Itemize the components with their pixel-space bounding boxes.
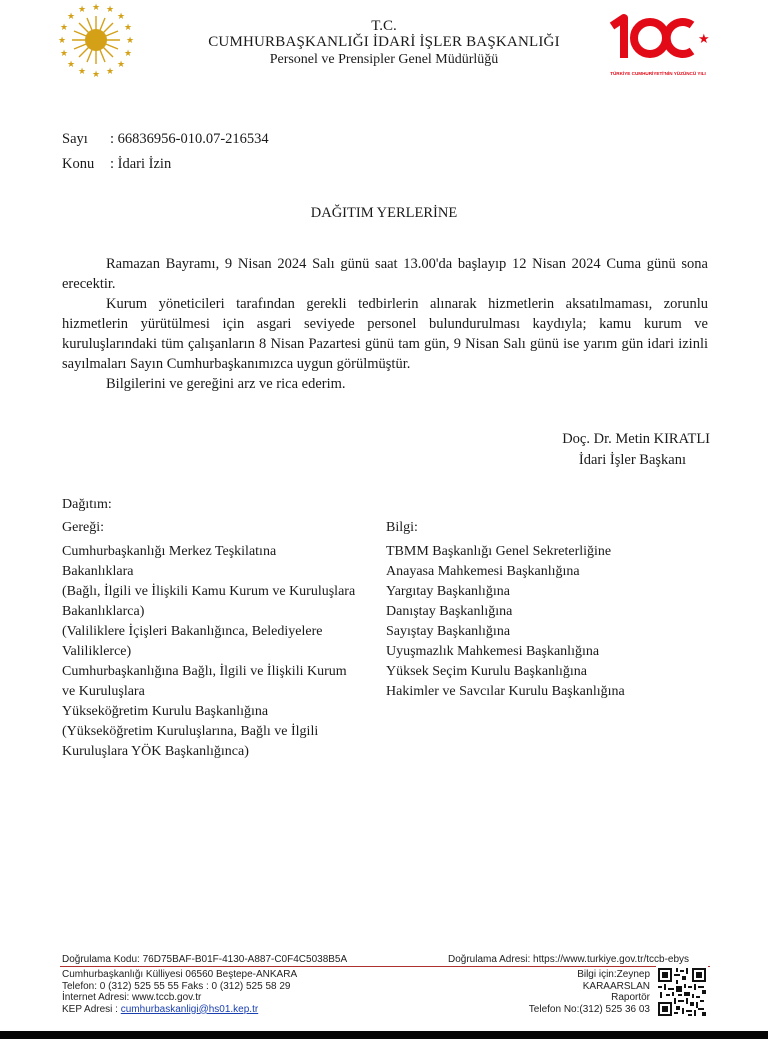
body-paragraph-3: Bilgilerini ve gereğini arz ve rica ederim. [106,376,346,392]
list-item: ve Kuruluşlara [62,684,145,699]
svg-text:★: ★ [57,36,67,46]
list-item: Danıştay Başkanlığına [386,604,513,619]
list-item: Bakanlıklarca) [62,604,145,619]
footer-internet[interactable]: İnternet Adresi: www.tccb.gov.tr [62,992,202,1003]
svg-text:★: ★ [91,70,101,78]
verify-code: Doğrulama Kodu: 76D75BAF-B01F-4130-A887-C0F4C5038B5A [62,954,348,965]
header-tc: T.C. [371,18,397,34]
header-unit: Personel ve Prensipler Genel Müdürlüğü [269,52,499,67]
svg-text:★: ★ [105,5,115,15]
signature-name: Doç. Dr. Metin KIRATLI [562,431,710,447]
anniversary-100-logo [606,12,710,78]
list-item: (Bağlı, İlgili ve İlişkili Kamu Kurum ve Kuruluşlara [62,584,356,599]
info-line: Telefon No:(312) 525 36 03 [528,1003,650,1015]
list-item: TBMM Başkanlığı Genel Sekreterliğine [386,544,612,559]
footer-phone: Telefon: 0 (312) 525 55 55 Faks : 0 (312) 525 58 29 [62,980,291,992]
konu-value: : İdari İzin [110,156,172,172]
bilgi-label: Bilgi: [386,520,418,535]
svg-text:★: ★ [77,5,87,15]
list-item: Bakanlıklara [62,564,134,579]
list-item: Valiliklerce) [62,644,132,659]
distribution-label: Dağıtım: [62,497,112,512]
recipient-heading: DAĞITIM YERLERİNE [310,205,458,221]
list-item: Yargıtay Başkanlığına [386,584,510,599]
body-paragraph-2: Kurum yöneticileri tarafından gerekli tedbirlerin alınarak hizmetlerin aksatılmaması, zorunlu hizmetlerin yürütülmesi için asgari seviyede personel bulundurulması kaydıyla; kamu kurum ve kuruluşlarındaki tüm çalışanların 8 Nisan Pazartesi günü tam gün, 9 Nisan Salı günü ise yarım gün idari izinli sayılmaları Sayın Cumhurbaşkanımızca uygun görülmüştür. [62,296,708,372]
sayi-value: : 66836956-010.07-216534 [110,131,269,147]
info-line: Bilgi için:Zeynep [577,969,650,980]
header-org: CUMHURBAŞKANLIĞI İDARİ İŞLER BAŞKANLIĞI [208,34,560,50]
list-item: Yükseköğretim Kurulu Başkanlığına [62,704,269,719]
kep-label: KEP Adresi : [62,1003,121,1015]
gerekli-label: Gereği: [62,520,104,535]
svg-text:★: ★ [59,49,69,59]
svg-text:★: ★ [105,67,115,77]
list-item: (Valiliklere İçişleri Bakanlığınca, Belediyelere [62,624,323,639]
gerekli-list [62,542,392,762]
svg-text:★: ★ [59,23,69,33]
svg-text:★: ★ [66,12,76,22]
footer-info [470,969,650,1015]
svg-text:★: ★ [698,32,710,47]
svg-text:★: ★ [125,36,135,46]
svg-text:★: ★ [116,12,126,22]
footer-divider [60,966,710,967]
footer-kep [62,1004,297,1016]
qr-code-icon [656,966,708,1018]
svg-text:★: ★ [123,49,133,59]
svg-text:★: ★ [116,60,126,70]
list-item: Hakimler ve Savcılar Kurulu Başkanlığına [386,684,625,699]
footer-address: Cumhurbaşkanlığı Külliyesi 06560 Beştepe-ANKARA [62,969,298,980]
list-item: Kuruluşlara YÖK Başkanlığınca) [62,744,249,759]
list-item: Uyuşmazlık Mahkemesi Başkanlığına [386,644,600,659]
info-line: KARAARSLAN [582,980,650,992]
body-paragraph-1: Ramazan Bayramı, 9 Nisan 2024 Salı günü saat 13.00'da başlayıp 12 Nisan 2024 Cuma günü sona erecektir. [62,256,708,292]
konu-label: Konu [62,156,95,172]
verify-address[interactable]: Doğrulama Adresi: https://www.turkiye.gov.tr/tccb-ebys [448,954,690,965]
list-item: Cumhurbaşkanlığına Bağlı, İlgili ve İlişkili Kurum [62,664,347,679]
svg-text:★: ★ [66,60,76,70]
footer-contact [62,969,297,1015]
list-item: Cumhurbaşkanlığı Merkez Teşkilatına [62,544,277,559]
sayi-label: Sayı [62,131,88,147]
kep-link[interactable]: cumhurbaskanligi@hs01.kep.tr [120,1003,259,1015]
list-item: Anayasa Mahkemesi Başkanlığına [386,564,580,579]
list-item: (Yükseköğretim Kuruluşlarına, Bağlı ve İlgili [62,724,319,739]
list-item: Yüksek Seçim Kurulu Başkanlığına [386,664,588,679]
info-line: Raportör [611,992,650,1003]
svg-text:★: ★ [77,67,87,77]
signature-title: İdari İşler Başkanı [578,452,686,468]
bottom-bar [0,1031,768,1039]
svg-text:★: ★ [91,3,101,13]
list-item: Sayıştay Başkanlığına [386,624,511,639]
anniversary-100-caption: TÜRKİYE CUMHURİYETİ'NİN YÜZÜNCÜ YILI [610,71,706,76]
svg-text:★: ★ [123,23,133,33]
bilgi-list [386,542,706,702]
